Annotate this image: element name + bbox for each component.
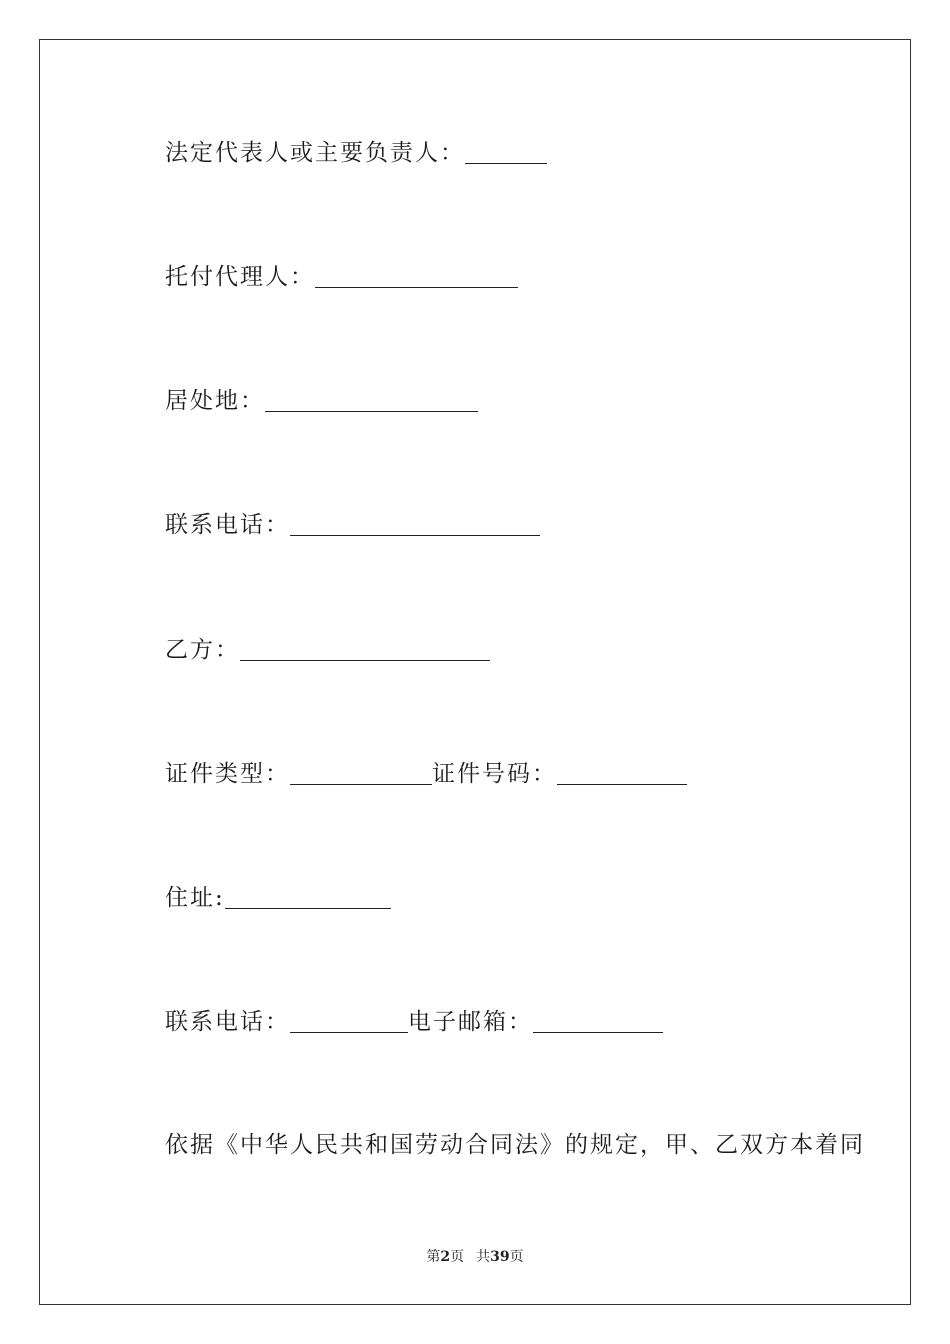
id-type-label: 证件类型： (165, 761, 290, 787)
address-blank[interactable] (225, 886, 391, 909)
body-paragraph (165, 1130, 865, 1160)
residence-line (165, 386, 478, 416)
party-b-label: 乙方： (165, 637, 240, 663)
total-suffix: 页 (509, 1249, 524, 1265)
legal-rep-label: 法定代表人或主要负责人： (165, 140, 465, 166)
address-line (165, 883, 391, 913)
address-label: 住址: (165, 885, 225, 911)
residence-blank[interactable] (265, 389, 478, 412)
legal-rep-blank[interactable] (465, 141, 547, 164)
agent-label: 托付代理人： (165, 264, 315, 290)
phone-a-line (165, 510, 540, 540)
total-prefix: 共 (476, 1249, 491, 1265)
phone-a-label: 联系电话： (165, 512, 290, 538)
page-total: 39 (490, 1249, 510, 1265)
agent-blank[interactable] (315, 265, 518, 288)
page-mid: 页 (450, 1249, 465, 1265)
page-border (39, 39, 911, 1305)
page-current: 2 (440, 1249, 451, 1265)
phone-email-line (165, 1007, 663, 1037)
party-b-line (165, 635, 490, 665)
email-label: 电子邮箱： (408, 1009, 533, 1035)
id-type-blank[interactable] (290, 762, 432, 785)
party-b-blank[interactable] (240, 638, 490, 661)
legal-rep-line (165, 138, 547, 168)
email-blank[interactable] (533, 1010, 663, 1033)
page-prefix: 第 (426, 1249, 441, 1265)
id-number-blank[interactable] (557, 762, 687, 785)
phone-b-label: 联系电话： (165, 1009, 290, 1035)
agent-line (165, 262, 518, 292)
phone-b-blank[interactable] (290, 1010, 408, 1033)
residence-label: 居处地： (165, 388, 265, 414)
phone-a-blank[interactable] (290, 513, 540, 536)
body-text: 依据《中华人民共和国劳动合同法》的规定，甲、乙双方本着同 (165, 1132, 865, 1158)
page-footer (0, 1248, 950, 1266)
id-line (165, 759, 687, 789)
id-number-label: 证件号码： (432, 761, 557, 787)
